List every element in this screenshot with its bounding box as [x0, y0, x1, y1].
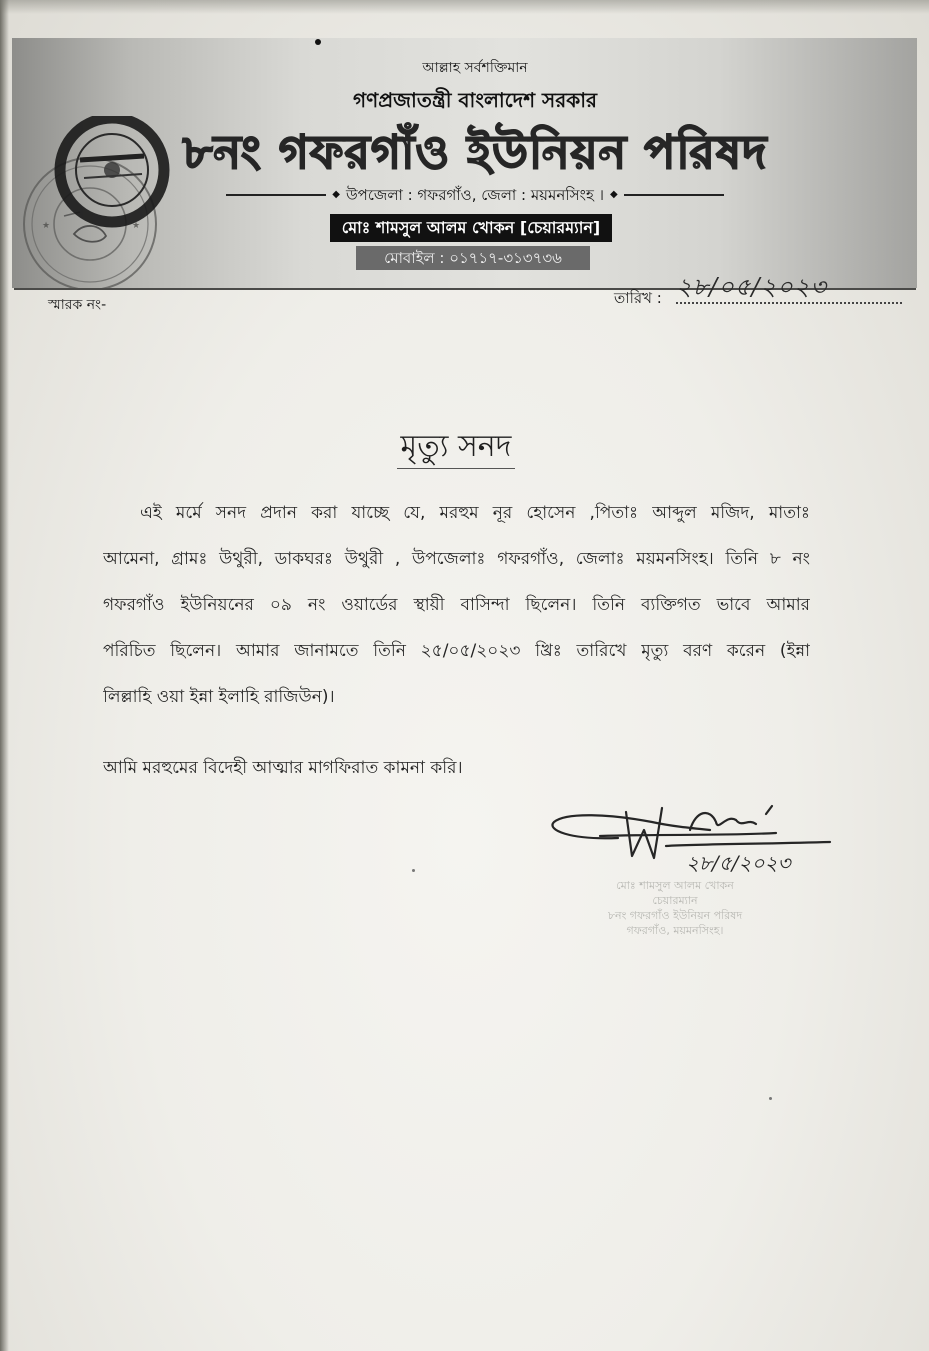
chairman-name-box: মোঃ শামসুল আলম খোকন [চেয়ারম্যান]	[330, 214, 612, 242]
ink-speck	[412, 869, 415, 872]
union-parishad-name: ৮নং গফরগাঁও ইউনিয়ন পরিষদ	[182, 125, 768, 179]
government-name: গণপ্রজাতন্ত্রী বাংলাদেশ সরকার	[353, 88, 597, 112]
address-text: উপজেলা : গফরগাঁও, জেলা : ময়মনসিংহ ।	[346, 186, 604, 204]
chairman-signature	[540, 800, 840, 880]
signature-handwritten-date: ২৮/৫/২০২৩	[686, 851, 791, 875]
body-line: এই মর্মে সনদ প্রদান করা যাচ্ছে যে, মরহুম নূর হোসেন ,পিতাঃ আব্দুল মজিদ, মাতাঃ	[140, 503, 810, 523]
handwritten-date: ২৮/০৫/২০২৩	[676, 272, 902, 304]
diamond-arrow-icon: ◆	[332, 189, 340, 200]
closing-prayer: আমি মরহুমের বিদেহী আত্মার মাগফিরাত কামনা করি।	[103, 758, 463, 778]
body-line: লিল্লাহি ওয়া ইন্না ইলাহি রাজিউন)।	[103, 687, 335, 707]
stamp-line: ৮নং গফরগাঁও ইউনিয়ন পরিষদ	[607, 909, 743, 922]
svg-text:★: ★	[132, 221, 141, 231]
invocation-text: আল্লাহ সর্বশক্তিমান	[422, 60, 528, 76]
ink-speck	[315, 39, 321, 45]
chairman-stamp	[578, 878, 772, 938]
stamp-line: মোঃ শামসুল আলম খোকন	[616, 879, 734, 892]
certificate-title: মৃত্যু সনদ	[397, 428, 516, 469]
body-line: আমেনা, গ্রামঃ উথুরী, ডাকঘরঃ উথুরী , উপজেলাঃ গফরগাঁও, জেলাঃ ময়মনসিংহ। তিনি ৮ নং	[103, 549, 810, 569]
body-line: পরিচিত ছিলেন। আমার জানামতে তিনি ২৫/০৫/২০২৩ খ্রিঃ তারিখে মৃত্যু বরণ করেন (ইন্না	[103, 641, 810, 661]
memo-number-label: স্মারক নং-	[48, 297, 107, 313]
divider-line-right	[624, 194, 724, 196]
date-label: তারিখ :	[614, 289, 662, 307]
address-row	[190, 183, 760, 207]
stamp-line: গফরগাঁও, ময়মনসিংহ।	[626, 924, 724, 937]
certificate-body	[103, 490, 810, 720]
stamp-line: চেয়ারম্যান	[652, 894, 698, 907]
svg-text:★: ★	[42, 221, 51, 231]
ink-speck	[769, 1097, 772, 1100]
mobile-number-box: মোবাইল : ০১৭১৭-৩১৩৭৩৬	[356, 246, 590, 270]
scan-shadow-left	[0, 0, 9, 1351]
scan-shadow-top	[0, 0, 929, 14]
diamond-arrow-icon: ◆	[609, 189, 618, 200]
title-wrap	[300, 428, 612, 469]
body-line: গফরগাঁও ইউনিয়নের ০৯ নং ওয়ার্ডের স্থায়ী বাসিন্দা ছিলেন। তিনি ব্যক্তিগত ভাবে আমার	[103, 595, 810, 615]
divider-line-left	[226, 194, 326, 196]
